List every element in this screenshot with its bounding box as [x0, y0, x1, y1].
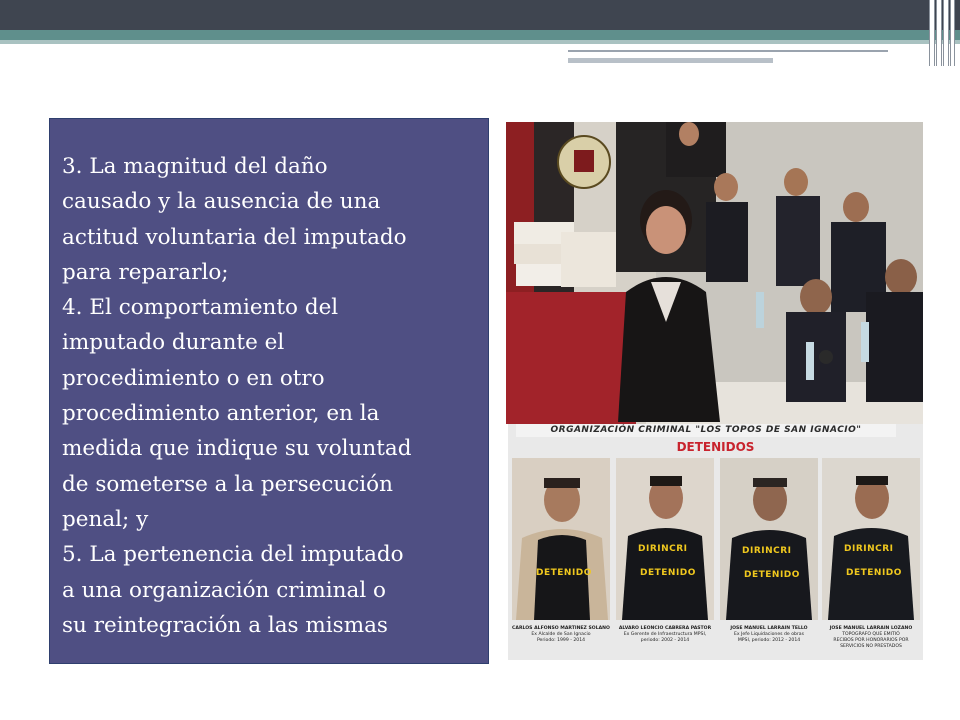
detainee-photo-4 [822, 458, 920, 620]
header-rule-2 [568, 58, 773, 63]
vest-label: DETENIDO [744, 570, 800, 580]
text-line: imputado durante el [62, 330, 285, 356]
detainee-period: Periodo: 1999 - 2014 [536, 638, 586, 643]
detainee-name: ALVARO LEONCIO CABRERA PASTOR [618, 626, 712, 631]
text-line: actitud voluntaria del imputado [62, 224, 407, 250]
text-line: su reintegración a las mismas [62, 612, 388, 638]
text-line: penal; y [62, 506, 149, 532]
detainee-period: MPSI, periodo: 2012 - 2014 [737, 638, 801, 643]
vest-label: DETENIDO [846, 568, 902, 578]
vest-label: DETENIDO [640, 568, 696, 578]
detainee-illustration [616, 458, 714, 620]
text-line: causado y la ausencia de una [62, 189, 381, 215]
detainee-caption-1 [511, 626, 611, 644]
detainee-name: JOSE MANUEL LARRAIN TELLO [730, 626, 808, 631]
detainee-period: RECIBOS POR HONORARIOS POR SERVICIOS NO PRESTADOS [833, 638, 909, 649]
detainee-name: JOSE MANUEL LARRAIN LOZANO [829, 626, 913, 631]
vest-label-top: DIRINCRI [742, 546, 792, 556]
detainee-caption-4 [821, 626, 921, 650]
corner-ornament [943, 0, 949, 66]
header-rule-1 [568, 50, 888, 52]
vest-label-top: DIRINCRI [844, 544, 894, 554]
detenidos-heading: DETENIDOS [676, 440, 755, 454]
courtroom-photo [506, 122, 923, 424]
text-line: a una organización criminal o [62, 577, 386, 603]
detainee-period: periodo: 2002 - 2014 [640, 638, 690, 643]
text-line: medida que indique su voluntad [62, 436, 412, 462]
detainee-role: Ex Jefe Liquidaciones de obras [733, 632, 805, 637]
detainee-role: Ex Gerente de Infraestructura MPSI, [623, 632, 707, 637]
top-teal-light-stripe [0, 40, 960, 44]
detainee-photo-3 [720, 458, 818, 620]
corner-ornament [950, 0, 955, 66]
detainee-photo-1 [512, 458, 610, 620]
vest-label: DETENIDO [536, 568, 592, 578]
corner-ornament [936, 0, 942, 66]
detainee-illustration [822, 458, 920, 620]
vest-label-top: DIRINCRI [638, 544, 688, 554]
detainee-illustration [512, 458, 610, 620]
top-teal-stripe [0, 30, 960, 40]
detainee-role: Ex Alcalde de San Ignacio [531, 632, 591, 637]
detainees-photo [508, 424, 923, 660]
text-line: 3. La magnitud del daño [62, 154, 328, 179]
detainee-photo-2 [616, 458, 714, 620]
text-line: 4. El comportamiento del [62, 295, 339, 321]
detainee-role: TOPOGRAFO QUE EMITIÓ [842, 632, 900, 637]
top-decorative-bar [0, 0, 960, 30]
courtroom-illustration [506, 122, 923, 424]
text-line: procedimiento anterior, en la [62, 401, 380, 427]
detainee-caption-2 [615, 626, 715, 644]
detainee-illustration [720, 458, 818, 620]
text-line: procedimiento o en otro [62, 365, 325, 391]
text-line: para repararlo; [62, 259, 229, 285]
text-line: 5. La pertenencia del imputado [62, 542, 404, 568]
detainee-name: CARLOS ALFONSO MARTINEZ SOLANO [512, 626, 610, 631]
organization-title: ORGANIZACIÓN CRIMINAL "LOS TOPOS DE SAN IGNACIO" [516, 424, 896, 437]
text-panel [49, 118, 489, 664]
text-line: de someterse a la persecución [62, 471, 393, 497]
corner-ornament [929, 0, 935, 66]
detainee-caption-3 [719, 626, 819, 644]
